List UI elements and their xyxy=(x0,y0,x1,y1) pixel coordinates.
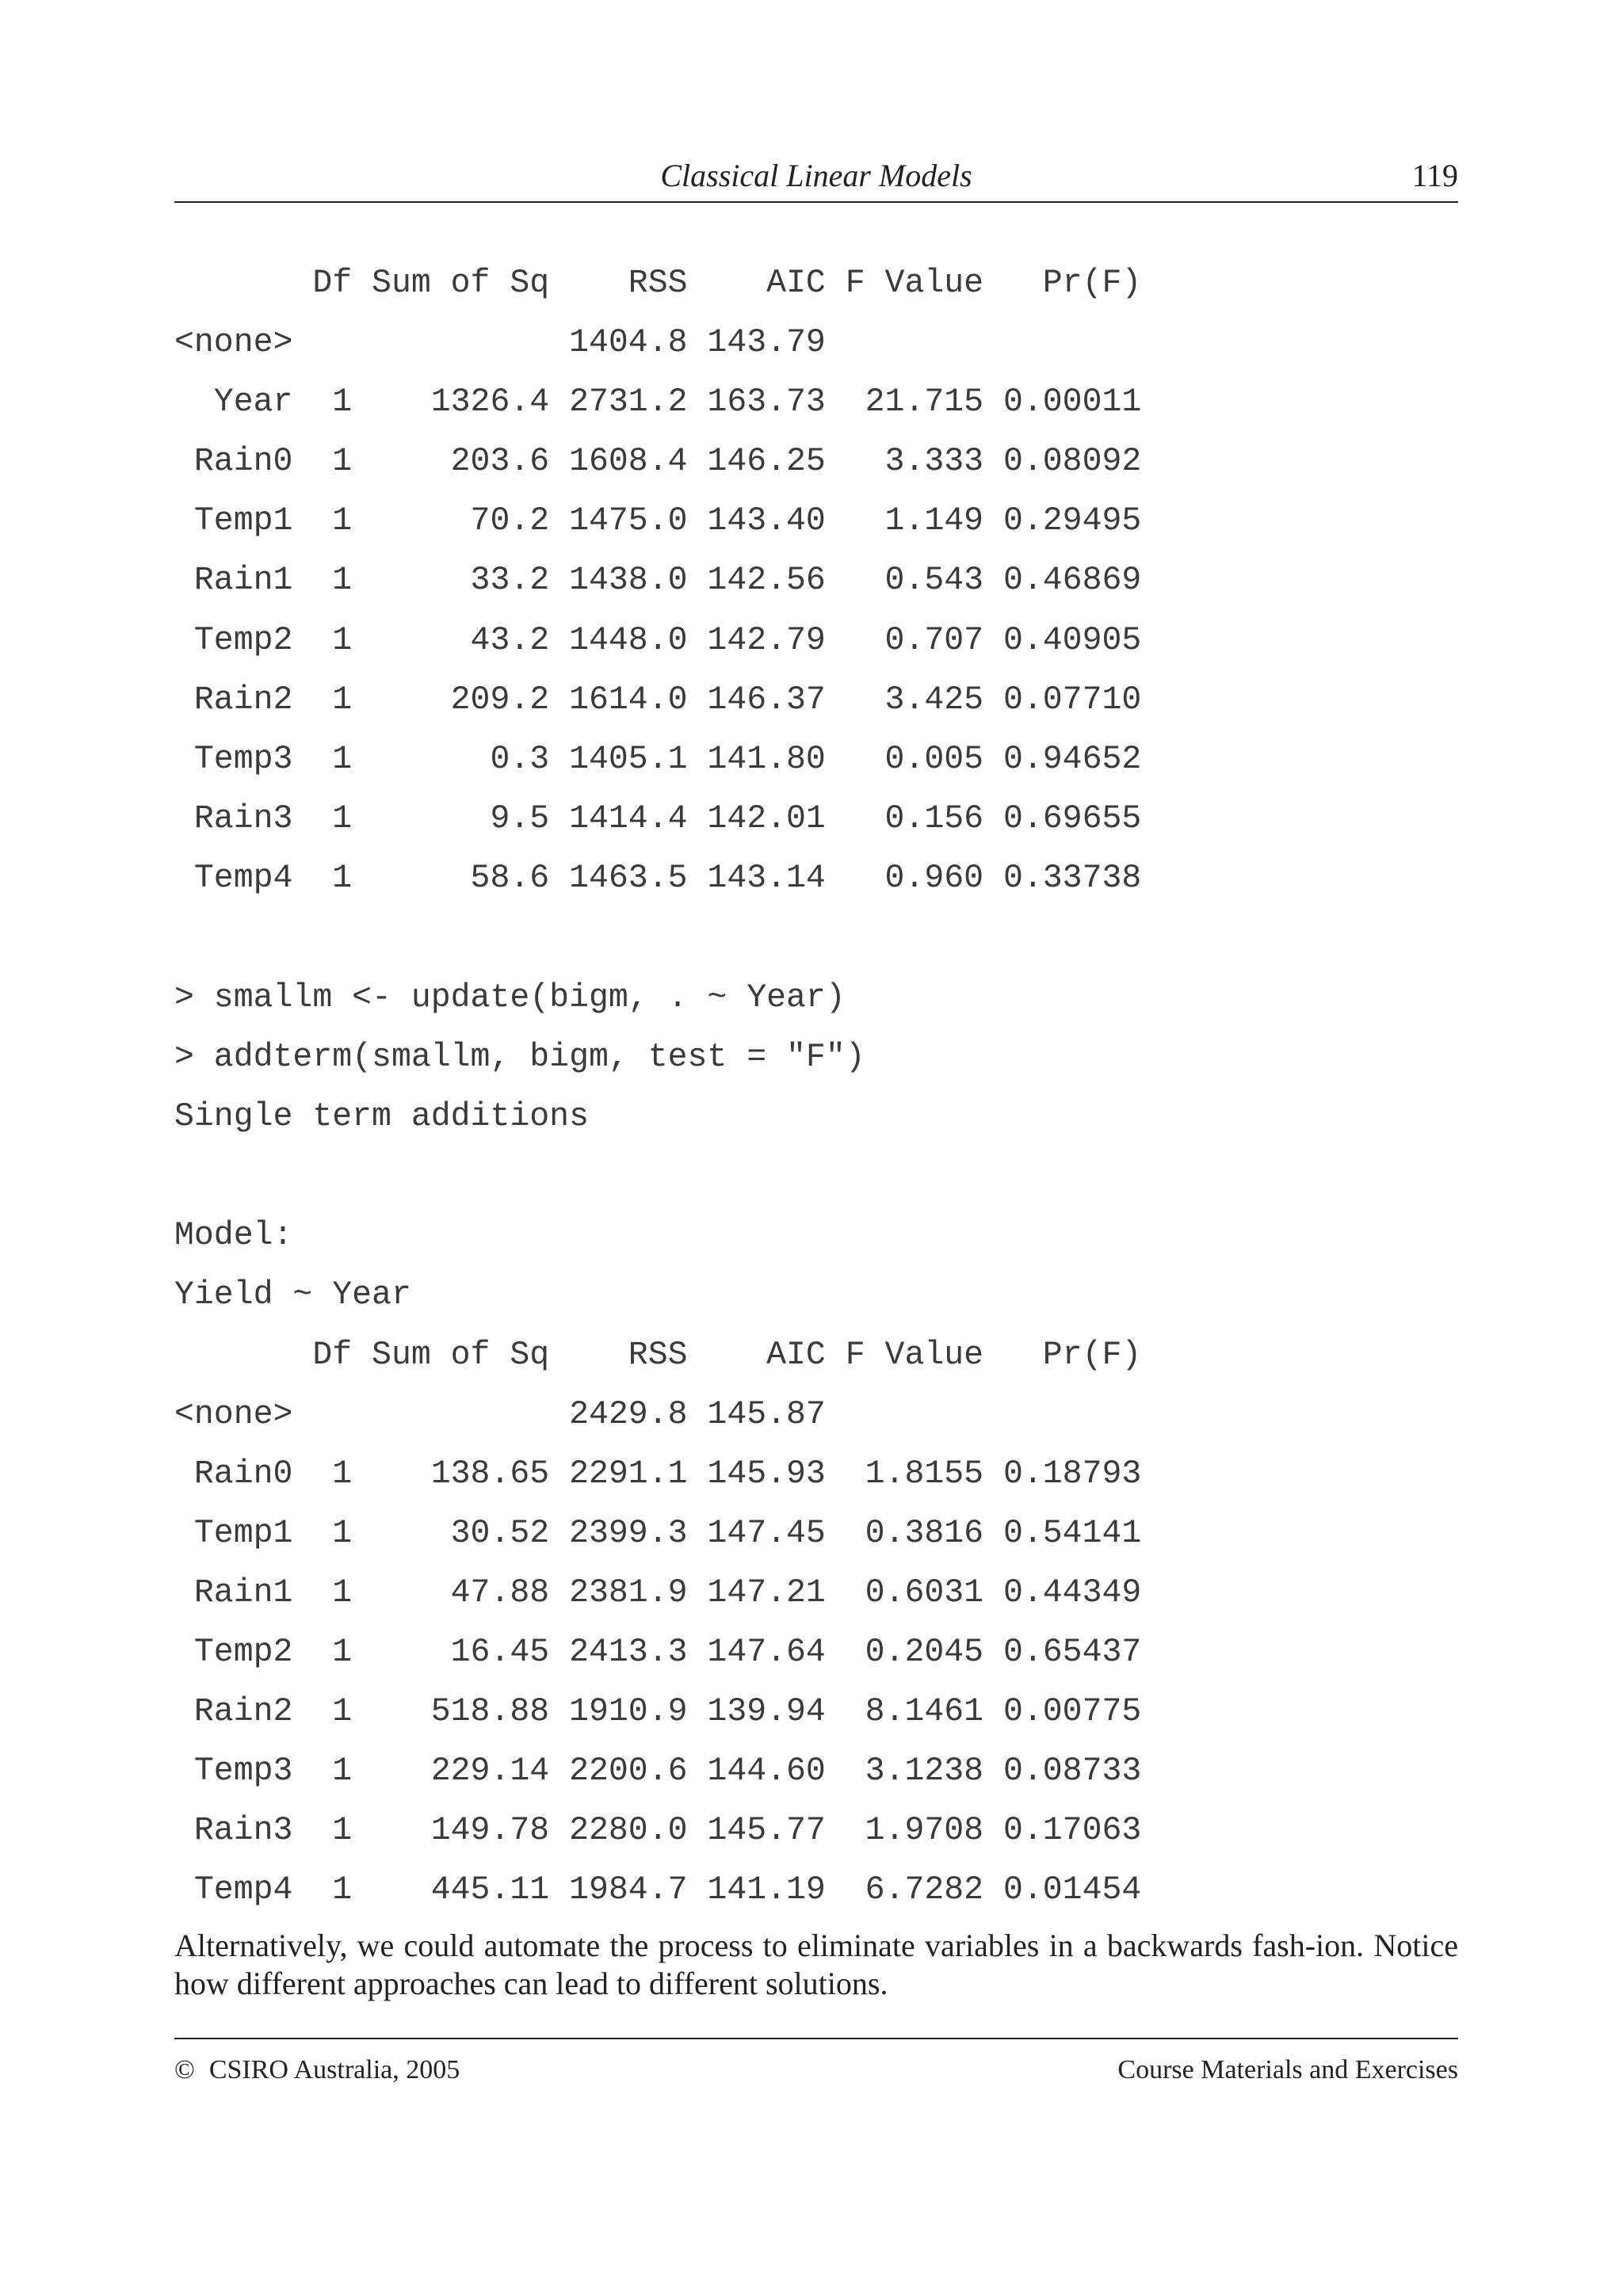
r-output-addterm xyxy=(174,968,1141,1920)
code-line: Temp2 1 43.2 1448.0 142.79 0.707 0.40905 xyxy=(174,621,1142,659)
footer-rule xyxy=(174,2038,1458,2039)
code-line: Rain3 1 149.78 2280.0 145.77 1.9708 0.17063 xyxy=(174,1812,1142,1850)
footer-course-title: Course Materials and Exercises xyxy=(1117,2055,1458,2084)
code-line: Rain2 1 209.2 1614.0 146.37 3.425 0.07710 xyxy=(174,681,1142,719)
code-line: Rain0 1 203.6 1608.4 146.25 3.333 0.08092 xyxy=(174,443,1142,481)
code-line: > addterm(smallm, bigm, test = "F") xyxy=(174,1039,865,1077)
code-line: Temp1 1 30.52 2399.3 147.45 0.3816 0.54141 xyxy=(174,1514,1142,1552)
page-header xyxy=(174,155,1458,203)
code-line: Df Sum of Sq RSS AIC F Value Pr(F) xyxy=(174,265,1142,302)
code-line: > smallm <- update(bigm, . ~ Year) xyxy=(174,979,846,1016)
copyright-icon: © xyxy=(174,2055,195,2084)
code-line: Df Sum of Sq RSS AIC F Value Pr(F) xyxy=(174,1336,1142,1374)
code-line: Rain1 1 47.88 2381.9 147.21 0.6031 0.44349 xyxy=(174,1573,1142,1611)
code-line: Temp3 1 0.3 1405.1 141.80 0.005 0.94652 xyxy=(174,740,1142,778)
page-number: 119 xyxy=(1411,158,1458,193)
code-line: Rain1 1 33.2 1438.0 142.56 0.543 0.46869 xyxy=(174,562,1142,600)
code-line: Yield ~ Year xyxy=(174,1276,411,1314)
running-title: Classical Linear Models xyxy=(660,158,972,193)
code-line xyxy=(174,1146,1141,1206)
body-paragraph: Alternatively, we could automate the process to eliminate variables in a backwards fash-ion. Notice how different approaches can lead to different solutions. xyxy=(174,1928,1458,2001)
code-line: Temp2 1 16.45 2413.3 147.64 0.2045 0.65437 xyxy=(174,1634,1142,1672)
footer-copyright-text: CSIRO Australia, 2005 xyxy=(208,2055,460,2084)
code-line: Temp3 1 229.14 2200.6 144.60 3.1238 0.08733 xyxy=(174,1753,1142,1791)
code-line: Rain2 1 518.88 1910.9 139.94 8.1461 0.00775 xyxy=(174,1693,1142,1731)
code-line: Year 1 1326.4 2731.2 163.73 21.715 0.00011 xyxy=(174,383,1142,421)
code-line: <none> 2429.8 145.87 xyxy=(174,1395,826,1433)
code-line: Temp4 1 445.11 1984.7 141.19 6.7282 0.01454 xyxy=(174,1871,1142,1909)
code-line: Model: xyxy=(174,1217,293,1255)
code-line: Single term additions xyxy=(174,1098,589,1136)
code-line: Temp4 1 58.6 1463.5 143.14 0.960 0.33738 xyxy=(174,859,1142,897)
code-line: Rain3 1 9.5 1414.4 142.01 0.156 0.69655 xyxy=(174,799,1142,837)
code-line: Temp1 1 70.2 1475.0 143.40 1.149 0.29495 xyxy=(174,502,1142,540)
code-line: <none> 1404.8 143.79 xyxy=(174,324,826,362)
r-output-drop1-table xyxy=(174,254,1141,908)
footer-copyright xyxy=(174,2052,460,2088)
code-line: Rain0 1 138.65 2291.1 145.93 1.8155 0.18793 xyxy=(174,1455,1142,1493)
